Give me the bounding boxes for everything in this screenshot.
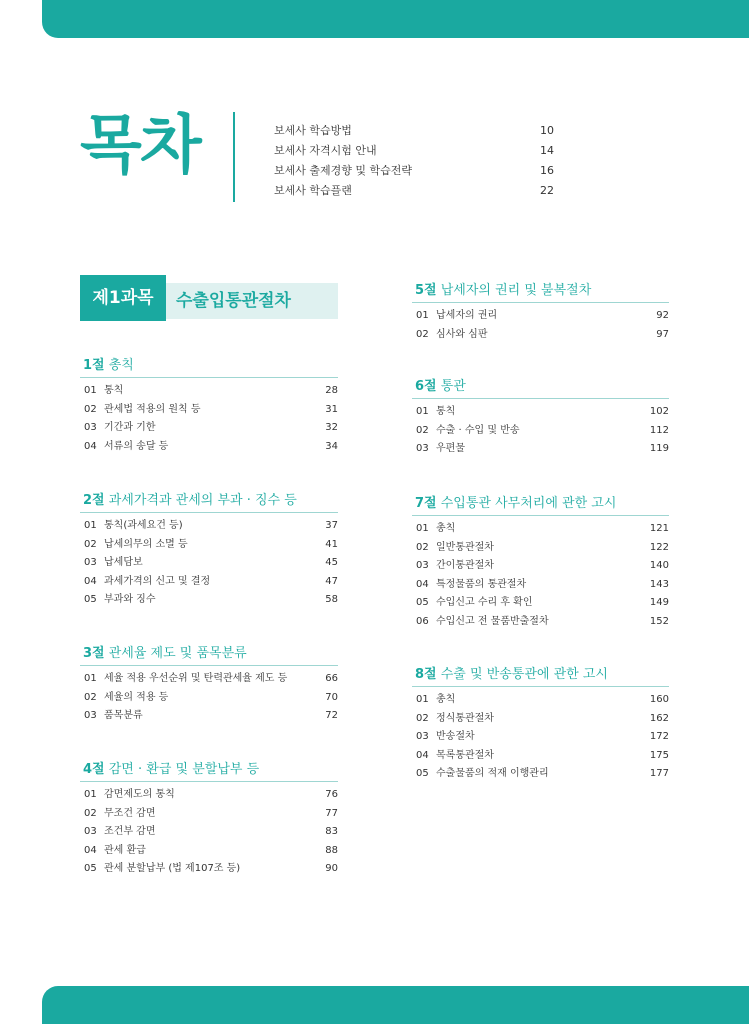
toc-row-page: 172 [649,731,669,743]
toc-row-label: 통칙 [104,385,124,396]
toc-row-label: 총칙 [436,694,456,705]
toc-row-label: 과세가격의 신고 및 결정 [104,575,211,587]
toc-row[interactable] [80,707,338,726]
toc-row-page: 83 [325,826,338,838]
toc-row-page: 92 [656,310,669,321]
section-8 [412,664,669,784]
toc-row[interactable] [80,689,338,708]
toc-row-label: 수입신고 수리 후 확인 [436,597,533,609]
intro-item[interactable] [274,141,554,161]
toc-row[interactable] [412,307,669,326]
toc-row[interactable] [412,594,669,613]
toc-row-page: 122 [649,541,669,553]
section-title-text: 수입통관 사무처리에 관한 고시 [440,496,617,511]
toc-row[interactable] [412,326,669,345]
section-title[interactable] [80,759,338,782]
toc-row-page: 66 [325,673,338,684]
toc-row-label: 정식통관절차 [436,712,494,724]
toc-row-number: 01 [416,694,429,705]
section-title[interactable] [412,280,669,303]
intro-item-page: 14 [540,144,554,157]
toc-row[interactable] [412,576,669,595]
toc-row-label: 일반통관절차 [436,541,494,553]
toc-row-number: 02 [416,712,429,724]
section-number: 5절 [415,283,437,298]
toc-row-number: 03 [416,731,429,743]
toc-row-page: 77 [325,807,338,819]
toc-row-label: 품목분류 [104,710,143,722]
toc-row-number: 03 [416,443,429,455]
toc-row[interactable] [80,823,338,842]
toc-row-label: 세율의 적용 등 [104,691,169,703]
toc-row-number: 03 [84,710,97,722]
section-number: 8절 [415,667,437,682]
toc-row[interactable] [80,438,338,457]
intro-item-page: 22 [540,184,554,197]
toc-row[interactable] [80,401,338,420]
toc-row[interactable] [80,517,338,536]
toc-row[interactable] [80,554,338,573]
section-title-text: 통관 [440,379,466,394]
toc-row[interactable] [412,747,669,766]
toc-row-label: 특정물품의 통관절차 [436,578,527,590]
toc-row-number: 05 [416,768,429,780]
toc-row-number: 01 [84,520,97,531]
toc-row-page: 31 [325,403,338,415]
section-6 [412,376,669,459]
toc-row[interactable] [412,691,669,710]
section-number: 7절 [415,496,437,511]
section-number: 3절 [83,646,105,661]
toc-row-page: 160 [649,694,669,705]
toc-row[interactable] [80,670,338,689]
toc-row-page: 152 [649,615,669,627]
toc-row-number: 01 [84,789,97,800]
toc-row-number: 03 [84,422,97,434]
subject-tag: 제1과목 [80,275,166,321]
toc-row-number: 06 [416,615,429,627]
toc-row[interactable] [80,536,338,555]
toc-row-page: 28 [325,385,338,396]
toc-row-label: 반송절차 [436,731,475,743]
section-title[interactable] [80,355,338,378]
toc-row-page: 34 [325,440,338,452]
intro-item[interactable] [274,181,554,201]
toc-row-label: 목록통관절차 [436,749,494,761]
toc-row-page: 45 [325,557,338,569]
intro-list [274,121,554,201]
section-title-text: 수출 및 반송통관에 관한 고시 [440,667,608,682]
toc-row[interactable] [412,520,669,539]
toc-row-label: 서류의 송달 등 [104,440,169,452]
section-title-text: 관세율 제도 및 품목분류 [108,646,247,661]
toc-row[interactable] [80,786,338,805]
toc-row-number: 01 [416,406,429,417]
section-3 [80,643,338,726]
toc-row-number: 03 [84,557,97,569]
toc-row-page: 72 [325,710,338,722]
section-1 [80,355,338,456]
section-title-text: 감면 · 환급 및 분할납부 등 [108,762,260,777]
toc-row-label: 감면제도의 통칙 [104,789,175,800]
toc-row-number: 04 [416,578,429,590]
toc-row-label: 수출물품의 적재 이행관리 [436,768,549,780]
toc-row-label: 세율 적용 우선순위 및 탄력관세율 제도 등 [104,673,288,684]
toc-row-number: 04 [416,749,429,761]
toc-row[interactable] [80,573,338,592]
toc-row-label: 우편물 [436,443,465,455]
toc-row-label: 총칙 [436,523,456,534]
toc-row[interactable] [80,591,338,610]
intro-item[interactable] [274,161,554,181]
toc-row[interactable] [412,728,669,747]
toc-row-page: 41 [325,538,338,550]
toc-row-label: 통칙(과세요건 등) [104,520,183,531]
toc-row[interactable] [80,419,338,438]
section-number: 1절 [83,358,105,373]
toc-row-page: 76 [325,789,338,800]
toc-row-page: 102 [649,406,669,417]
toc-row-label: 관세 환급 [104,844,146,856]
toc-row-page: 162 [649,712,669,724]
intro-item-label: 보세사 학습플랜 [274,184,352,197]
toc-row-label: 수입신고 전 물품반출절차 [436,615,549,627]
toc-row-number: 05 [416,597,429,609]
toc-row[interactable] [412,557,669,576]
toc-row-number: 03 [416,560,429,572]
section-4 [80,759,338,879]
toc-row-page: 143 [649,578,669,590]
section-number: 6절 [415,379,437,394]
toc-row-label: 납세의무의 소멸 등 [104,538,188,550]
subject-header [80,275,338,321]
toc-row[interactable] [80,805,338,824]
toc-row-label: 통칙 [436,406,456,417]
toc-row-number: 02 [416,541,429,553]
toc-row-page: 149 [649,597,669,609]
toc-row-page: 90 [325,863,338,875]
toc-row-page: 47 [325,575,338,587]
toc-row-number: 01 [416,310,429,321]
toc-row-label: 무조건 감면 [104,807,156,819]
toc-row-number: 01 [84,673,97,684]
toc-row-label: 납세자의 권리 [436,310,498,321]
section-title[interactable] [80,490,338,513]
toc-row-label: 수출 · 수입 및 반송 [436,424,520,436]
intro-item-page: 10 [540,124,554,137]
toc-row[interactable] [412,403,669,422]
toc-row-label: 기간과 기한 [104,422,156,434]
toc-row-page: 140 [649,560,669,572]
section-title[interactable] [80,643,338,666]
toc-row-number: 02 [84,691,97,703]
toc-row-page: 175 [649,749,669,761]
section-title[interactable] [412,493,669,516]
toc-row-number: 04 [84,575,97,587]
section-title[interactable] [412,376,669,399]
toc-row-number: 02 [416,424,429,436]
section-title[interactable] [412,664,669,687]
section-number: 2절 [83,493,105,508]
intro-item-label: 보세사 학습방법 [274,124,352,137]
toc-row[interactable] [80,842,338,861]
toc-row-number: 04 [84,440,97,452]
section-2 [80,490,338,610]
bottom-banner [42,986,749,1024]
section-7 [412,493,669,632]
toc-row-page: 58 [325,594,338,606]
toc-row-number: 01 [416,523,429,534]
title-divider [233,112,235,202]
intro-item-label: 보세사 자격시험 안내 [274,144,377,157]
section-title-text: 총칙 [108,358,134,373]
top-banner [42,0,749,38]
toc-row-number: 02 [84,403,97,415]
toc-row-page: 88 [325,844,338,856]
toc-row[interactable] [80,860,338,879]
toc-row-page: 32 [325,422,338,434]
toc-row-page: 112 [649,424,669,436]
toc-row-page: 121 [649,523,669,534]
section-5 [412,280,669,344]
toc-row-label: 납세담보 [104,557,143,569]
toc-row-number: 04 [84,844,97,856]
toc-row-page: 37 [325,520,338,531]
toc-row-label: 부과와 징수 [104,594,156,606]
toc-row-page: 97 [656,328,669,340]
toc-row[interactable] [80,382,338,401]
section-number: 4절 [83,762,105,777]
toc-row-number: 02 [84,538,97,550]
intro-item-page: 16 [540,164,554,177]
intro-item-label: 보세사 출제경향 및 학습전략 [274,164,413,177]
toc-row[interactable] [412,710,669,729]
intro-item[interactable] [274,121,554,141]
toc-row[interactable] [412,539,669,558]
toc-row-label: 간이통관절차 [436,560,494,572]
toc-row-number: 01 [84,385,97,396]
toc-row-label: 관세 분할납부 (법 제107조 등) [104,863,241,875]
toc-row[interactable] [412,765,669,784]
toc-row[interactable] [412,440,669,459]
toc-row-number: 03 [84,826,97,838]
toc-row[interactable] [412,613,669,632]
toc-row-number: 02 [84,807,97,819]
section-title-text: 과세가격과 관세의 부과 · 징수 등 [108,493,297,508]
toc-row-number: 02 [416,328,429,340]
toc-row-number: 05 [84,863,97,875]
section-title-text: 납세자의 권리 및 불복절차 [440,283,592,298]
subject-name: 수출입통관절차 [176,291,291,311]
toc-row-page: 177 [649,768,669,780]
page-title: 목차 [80,109,200,183]
toc-row-label: 심사와 심판 [436,328,488,340]
toc-row-page: 119 [649,443,669,455]
toc-row-label: 관세법 적용의 원칙 등 [104,403,201,415]
toc-row[interactable] [412,422,669,441]
toc-row-page: 70 [325,691,338,703]
toc-row-label: 조건부 감면 [104,826,156,838]
toc-row-number: 05 [84,594,97,606]
